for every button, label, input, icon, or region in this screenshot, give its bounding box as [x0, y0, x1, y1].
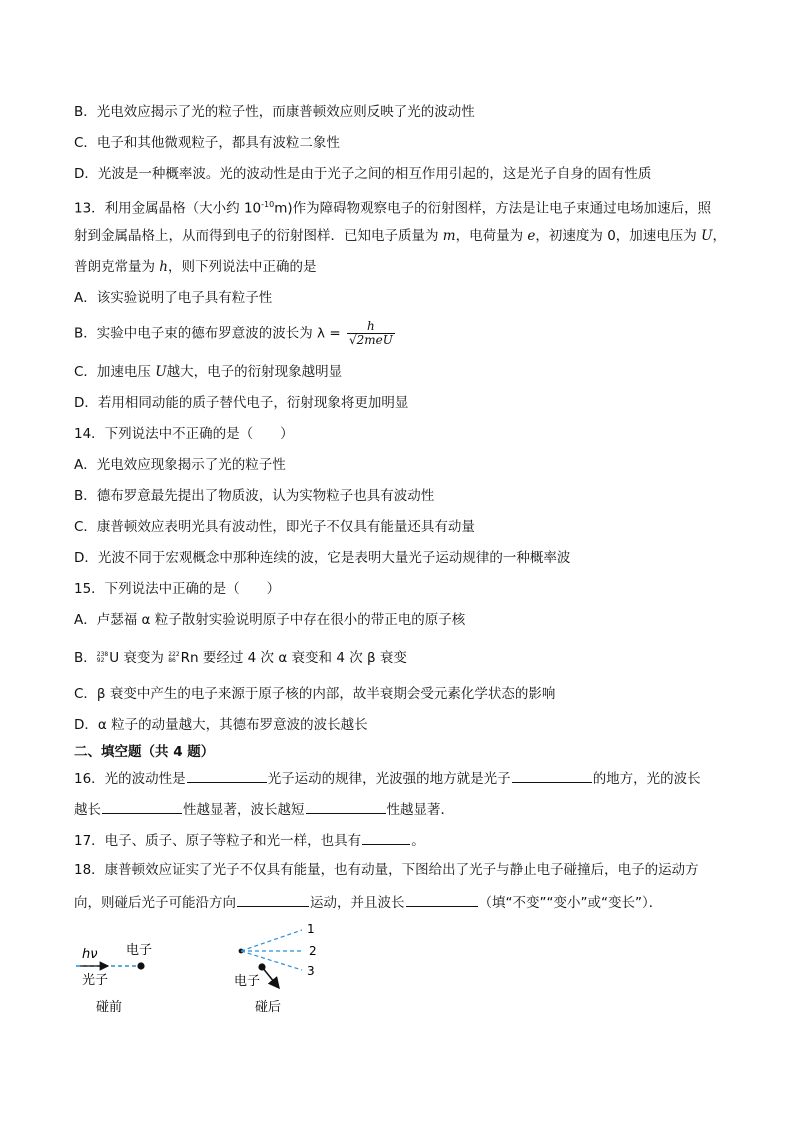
q16-line2: 越长 性越显著，波长越短 性越显著． [74, 799, 454, 819]
q18-line1: 18．康普顿效应证实了光子不仅具有能量，也有动量，下图给出了光子与静止电子碰撞后，电子的运动方 [74, 862, 699, 878]
electron-after-label: 电子 [234, 974, 261, 989]
q13-stem-line2: 射到金属晶格上，从而得到电子的衍射图样．已知电子质量为 m，电荷量为 e，初速度为 0，加速电压为 U， [74, 228, 726, 244]
q13-option-d: D．若用相同动能的质子替代电子，衍射现象将更加明显 [74, 395, 409, 411]
before-caption: 碰前 [96, 1000, 123, 1015]
electron-recoil-arrow [262, 967, 279, 988]
q13-stem-line1: 13．利用金属晶格（大小约 $10^{-10}m$)作为障碍物观察电子的衍射图样，方法是让电子束通过电场加速后，照 [74, 200, 712, 217]
q18-blank-direction[interactable] [237, 892, 309, 907]
direction-2-label: 2 [309, 944, 317, 958]
q18-blank-wavelength[interactable] [406, 892, 478, 907]
q14-option-a: A．光电效应现象揭示了光的粒子性 [74, 457, 286, 473]
electron-before-dot [137, 962, 144, 969]
q14-stem: 14．下列说法中不正确的是（ ） [74, 426, 294, 442]
radon-nuclide: 222 86 [168, 651, 180, 664]
q15-stem: 15．下列说法中正确的是（ ） [74, 581, 281, 597]
q16-blank-4[interactable] [306, 799, 386, 814]
electron-before-label: 电子 [126, 943, 153, 958]
section-fill-in-title: 二、填空题（共 4 题） [74, 744, 215, 760]
q17-line: 17．电子、质子、原子等粒子和光一样，也具有 。 [74, 830, 425, 850]
photon-energy-label: hν [82, 947, 98, 962]
q15-option-c: C．β 衰变中产生的电子来源于原子核的内部，故半衰期会受元素化学状态的影响 [74, 686, 556, 702]
uranium-nuclide: 238 92 [96, 651, 109, 664]
after-caption: 碰后 [255, 1000, 282, 1015]
q13-stem-line3: 普朗克常量为 h，则下列说法中正确的是 [74, 259, 317, 275]
q16-blank-1[interactable] [187, 768, 267, 783]
q13-option-a: A．该实验说明了电子具有粒子性 [74, 290, 273, 306]
q15-option-a: A．卢瑟福 α 粒子散射实验说明原子中存在很小的带正电的原子核 [74, 612, 466, 628]
q17-blank[interactable] [362, 830, 410, 845]
q14-option-b: B．德布罗意最先提出了物质波，认为实物粒子也具有波动性 [74, 488, 435, 504]
q18-line2: 向，则碰后光子可能沿方向 运动，并且波长 （填“不变”“变小”或“变长”）． [74, 892, 662, 912]
direction-1-dashed-line [241, 930, 302, 951]
q15-option-d: D．α 粒子的动量越大，其德布罗意波的波长越长 [74, 717, 368, 733]
q16-line1: 16．光的波动性是 光子运动的规律，光波强的地方就是光子 的地方，光的波长 [74, 768, 701, 788]
direction-3-label: 3 [307, 964, 315, 978]
q14-option-c: C．康普顿效应表明光具有波动性，即光子不仅具有能量还具有动量 [74, 519, 475, 535]
q12-option-b: B．光电效应揭示了光的粒子性，而康普顿效应则反映了光的波动性 [74, 104, 475, 120]
q13-option-c: C．加速电压 U越大，电子的衍射现象越明显 [74, 364, 343, 380]
q13-option-b: B．实验中电子束的德布罗意波的波长为 λ = $\frac{h}{\text{√2meU}}$ [74, 319, 393, 347]
q12-option-d: D．光波是一种概率波。光的波动性是由于光子之间的相互作用引起的，这是光子自身的固有性质 [74, 166, 652, 182]
q16-blank-3[interactable] [102, 799, 182, 814]
q16-blank-2[interactable] [512, 768, 592, 783]
q12-option-c: C．电子和其他微观粒子，都具有波粒二象性 [74, 135, 340, 151]
compton-scattering-figure [0, 918, 794, 1018]
q14-option-d: D．光波不同于宏观概念中那种连续的波，它是表明大量光子运动规律的一种概率波 [74, 550, 571, 566]
direction-3-dashed-line [241, 951, 302, 970]
photon-label: 光子 [82, 973, 109, 988]
q15-option-b: B． 238 92 U 衰变为 222 86 Rn 要经过 4 次 α 衰变和 4 次 β 衰变 [74, 650, 407, 666]
direction-1-label: 1 [307, 922, 315, 936]
wavelength-formula: $\frac{h}{\text{√2meU}}$ [348, 319, 393, 347]
